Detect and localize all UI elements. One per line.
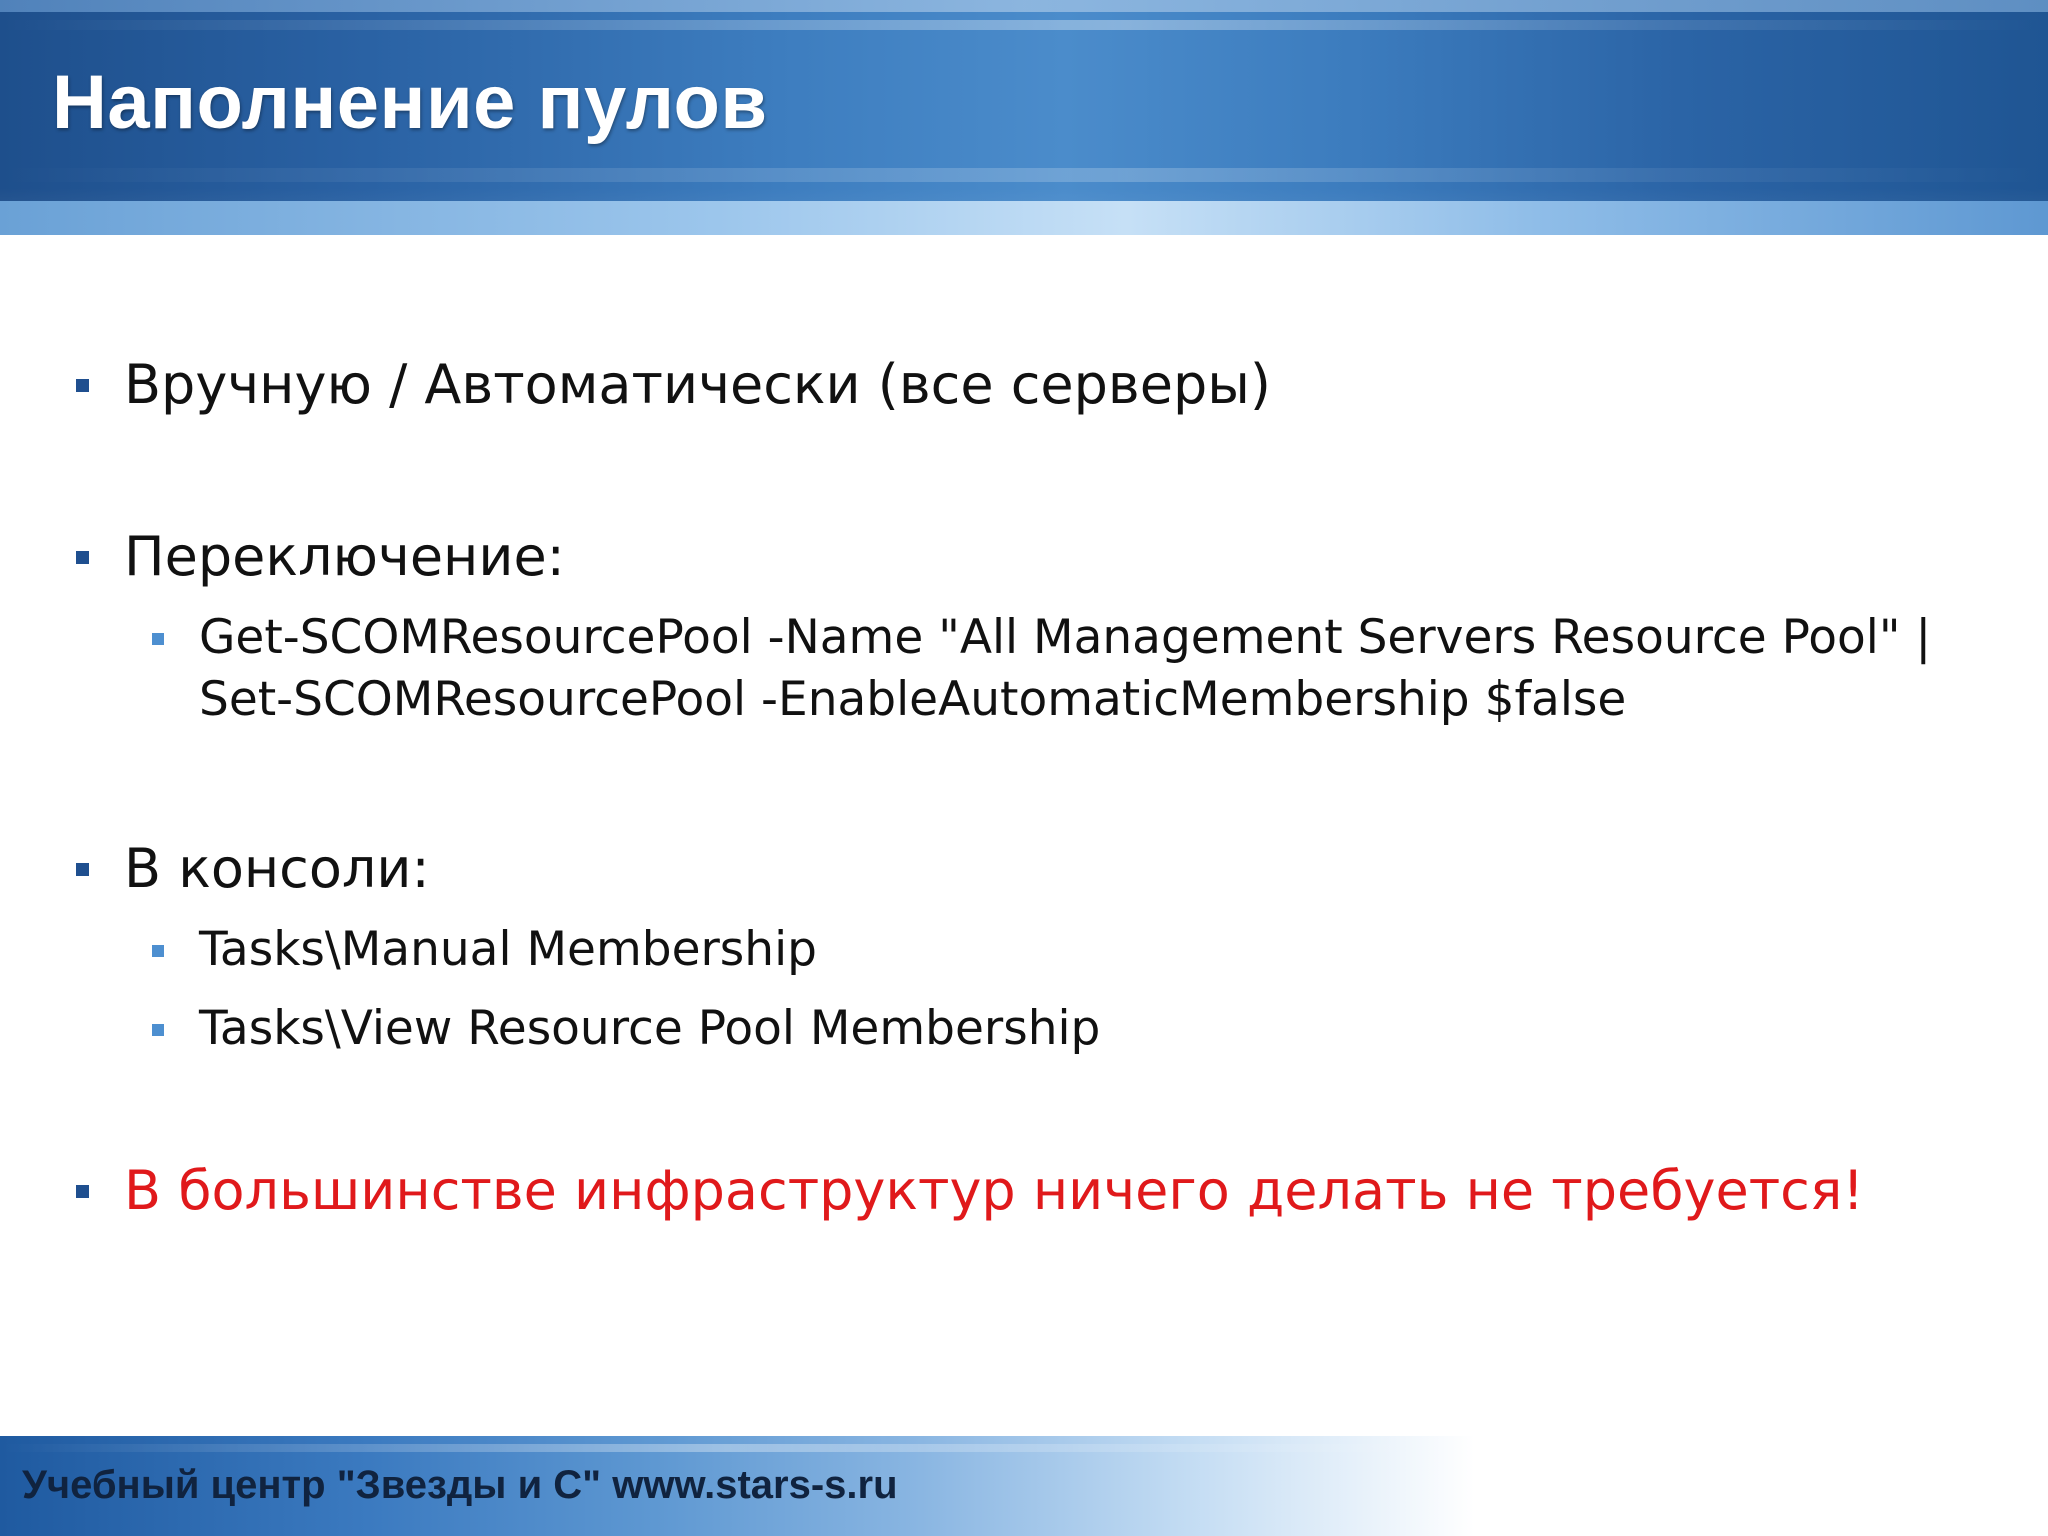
sub-bullet-marker [152,945,164,957]
footer-light-streak [0,1444,1450,1452]
footer-banner [0,1436,2048,1536]
powershell-command-line-2: Set-SCOMResourcePool -EnableAutomaticMembership $false [199,672,1627,727]
bullet-switching: Переключение: [124,525,565,588]
bullet-marker [76,863,89,876]
slide-title: Наполнение пулов [52,60,768,145]
bullet-marker [76,379,89,392]
console-task-manual-membership: Tasks\Manual Membership [199,922,817,977]
bullet-manual-auto: Вручную / Автоматически (все серверы) [124,353,1271,416]
console-task-view-membership: Tasks\View Resource Pool Membership [199,1001,1101,1056]
bullet-marker [76,1185,89,1198]
sub-bullet-marker [152,633,164,645]
bullet-console: В консоли: [124,837,430,900]
powershell-command-line-1: Get-SCOMResourcePool -Name "All Management Servers Resource Pool" | [199,610,1932,665]
bullet-marker [76,551,89,564]
bullet-no-action-required: В большинстве инфраструктур ничего делать не требуется! [124,1159,1864,1222]
footer-text: Учебный центр "Звезды и С" www.stars-s.ru [22,1463,898,1507]
sub-bullet-marker [152,1024,164,1036]
